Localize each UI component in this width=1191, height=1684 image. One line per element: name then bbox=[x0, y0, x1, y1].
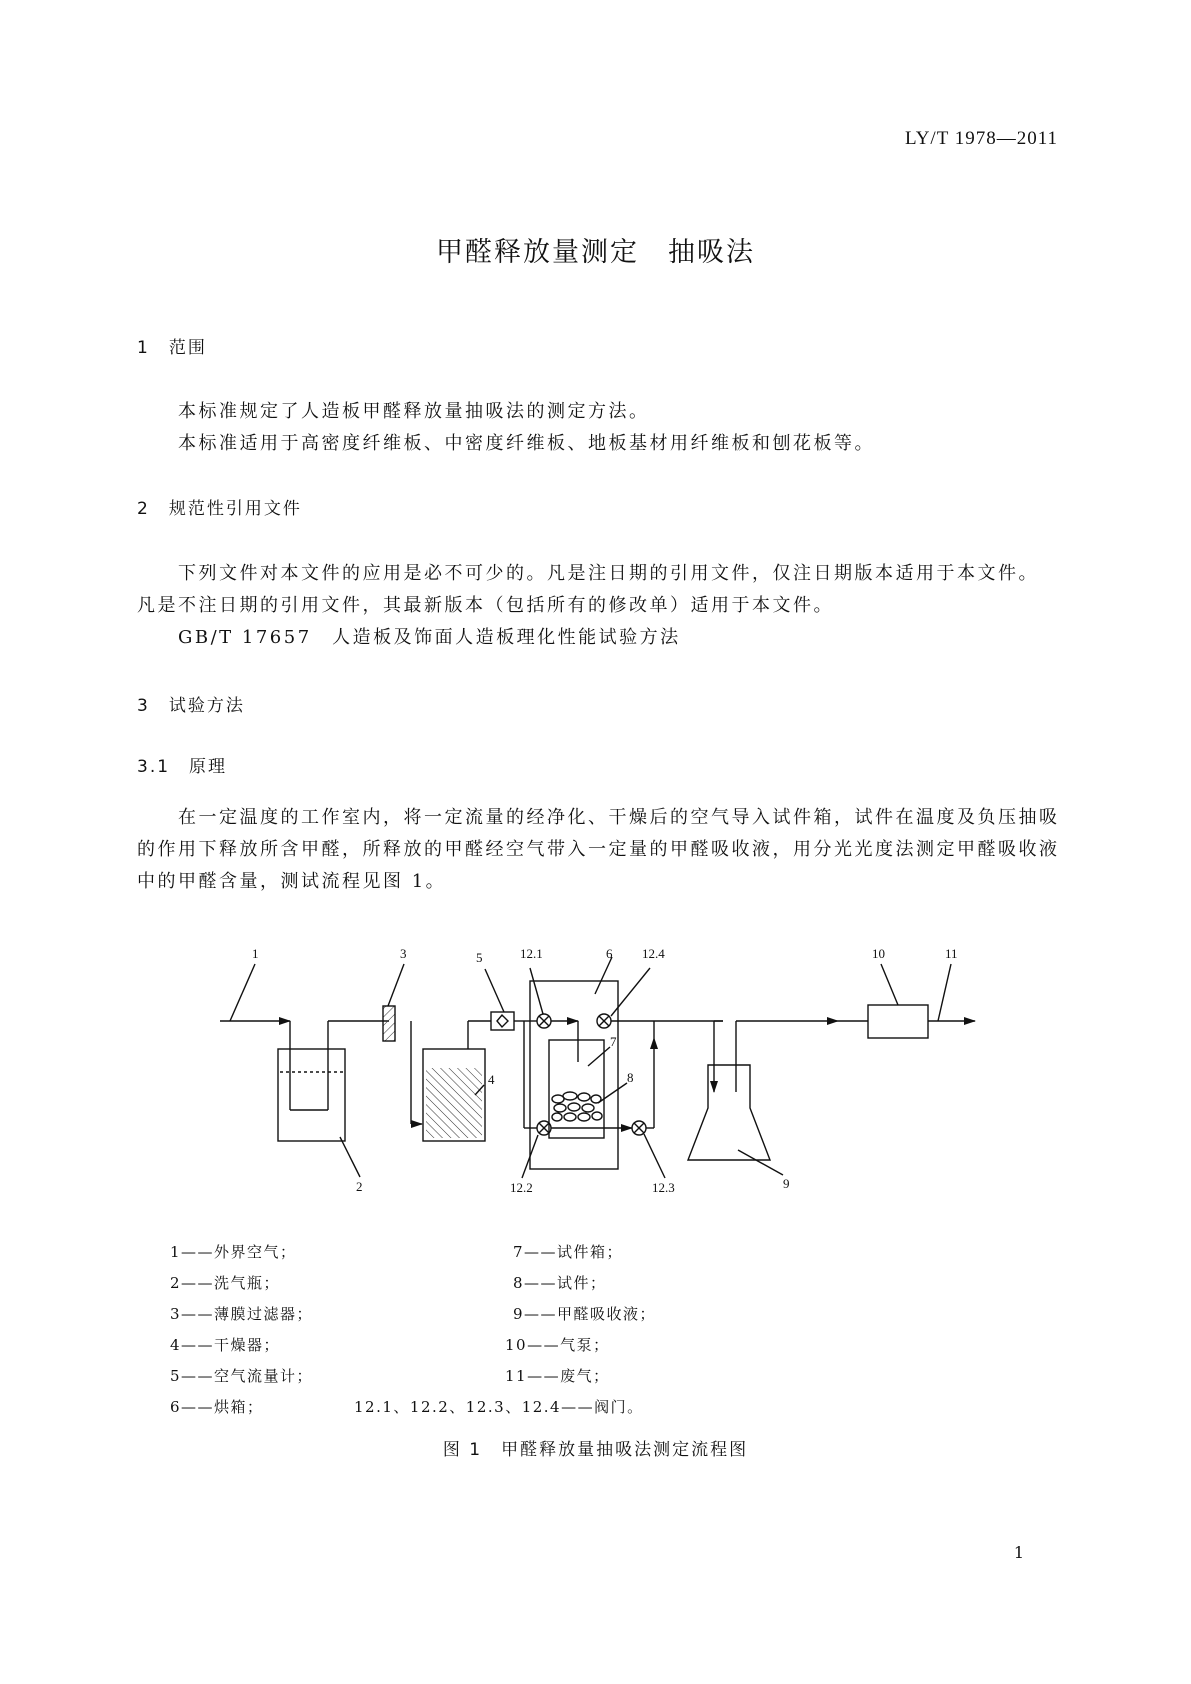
leader-3 bbox=[388, 964, 404, 1006]
callout-7: 7 bbox=[610, 1034, 617, 1049]
callout-5: 5 bbox=[476, 950, 483, 965]
legend-item: 10——气泵； bbox=[505, 1336, 610, 1354]
section-2-para-line-1: 下列文件对本文件的应用是必不可少的。凡是注日期的引用文件，仅注日期版本适用于本文件。 bbox=[178, 563, 1039, 584]
leader-10 bbox=[881, 964, 898, 1005]
oven bbox=[530, 981, 618, 1169]
legend-item: 3——薄膜过滤器； bbox=[170, 1305, 314, 1323]
callout-1: 1 bbox=[252, 946, 259, 961]
air-pump bbox=[868, 1005, 928, 1038]
legend-item: 6——烘箱； bbox=[170, 1398, 264, 1416]
callout-10: 10 bbox=[872, 946, 885, 961]
callout-12-1: 12.1 bbox=[520, 946, 543, 961]
legend-item: 5——空气流量计； bbox=[170, 1367, 314, 1385]
legend-item: 7——试件箱； bbox=[513, 1243, 624, 1261]
leader-1 bbox=[230, 964, 255, 1021]
legend-item: 9——甲醛吸收液； bbox=[513, 1305, 657, 1323]
section-3-1-para-line-2: 的作用下释放所含甲醛，所释放的甲醛经空气带入一定量的甲醛吸收液，用分光光度法测定甲醛吸收液 bbox=[137, 839, 1060, 860]
section-2-heading: 2 规范性引用文件 bbox=[137, 499, 302, 519]
callout-12-4: 12.4 bbox=[642, 946, 665, 961]
standard-number: LY/T 1978—2011 bbox=[904, 128, 1058, 149]
leader-7 bbox=[588, 1047, 610, 1066]
flowmeter-symbol bbox=[497, 1015, 508, 1027]
section-1-para-2: 本标准适用于高密度纤维板、中密度纤维板、地板基材用纤维板和刨花板等。 bbox=[178, 433, 875, 454]
legend-item: 2——洗气瓶； bbox=[170, 1274, 281, 1292]
figure-caption: 图 1 甲醛释放量抽吸法测定流程图 bbox=[442, 1440, 749, 1460]
leader-11 bbox=[938, 964, 951, 1021]
leader-12-4 bbox=[611, 968, 650, 1016]
callout-8: 8 bbox=[627, 1070, 634, 1085]
specimens bbox=[552, 1092, 602, 1121]
section-3-1-para-line-1: 在一定温度的工作室内，将一定流量的经净化、干燥后的空气导入试件箱，试件在温度及负压抽吸 bbox=[178, 807, 1060, 828]
callout-12-2: 12.2 bbox=[510, 1180, 533, 1195]
callout-11: 11 bbox=[945, 946, 958, 961]
section-1-heading: 1 范围 bbox=[137, 338, 207, 358]
callout-6: 6 bbox=[606, 946, 613, 961]
leader-12-1 bbox=[530, 968, 543, 1014]
legend-item: 4——干燥器； bbox=[170, 1336, 281, 1354]
leader-8 bbox=[598, 1083, 627, 1103]
leader-5 bbox=[485, 969, 504, 1012]
membrane-filter bbox=[383, 1006, 395, 1041]
absorption-flask bbox=[688, 1065, 770, 1160]
dryer-desiccant bbox=[426, 1068, 482, 1138]
section-3-1-para-line-3: 中的甲醛含量，测试流程见图 1。 bbox=[137, 871, 447, 892]
leader-2 bbox=[340, 1137, 360, 1177]
page-number: 1 bbox=[1013, 1543, 1024, 1562]
legend-item: 1——外界空气； bbox=[170, 1243, 297, 1261]
callout-9: 9 bbox=[783, 1176, 790, 1191]
specimen-box bbox=[549, 1040, 604, 1138]
section-3-1-heading: 3.1 原理 bbox=[137, 757, 228, 777]
leader-12-3 bbox=[644, 1134, 665, 1178]
callout-12-3: 12.3 bbox=[652, 1180, 675, 1195]
callout-2: 2 bbox=[356, 1179, 363, 1194]
wash-bottle bbox=[278, 1049, 345, 1141]
section-1-para-1: 本标准规定了人造板甲醛释放量抽吸法的测定方法。 bbox=[178, 401, 650, 422]
document-title: 甲醛释放量测定 抽吸法 bbox=[436, 237, 755, 268]
legend-item: 8——试件； bbox=[513, 1274, 607, 1292]
callout-4: 4 bbox=[488, 1072, 495, 1087]
section-2-para-line-2: 凡是不注日期的引用文件，其最新版本（包括所有的修改单）适用于本文件。 bbox=[137, 595, 834, 616]
legend-item: 11——废气； bbox=[505, 1367, 610, 1385]
reference-gbt-17657: GB/T 17657 人造板及饰面人造板理化性能试验方法 bbox=[178, 627, 681, 648]
leader-9 bbox=[738, 1150, 783, 1175]
section-3-heading: 3 试验方法 bbox=[137, 696, 245, 716]
callout-3: 3 bbox=[400, 946, 407, 961]
legend-item: 12.1、12.2、12.3、12.4——阀门。 bbox=[354, 1398, 644, 1416]
leader-6 bbox=[595, 957, 612, 994]
